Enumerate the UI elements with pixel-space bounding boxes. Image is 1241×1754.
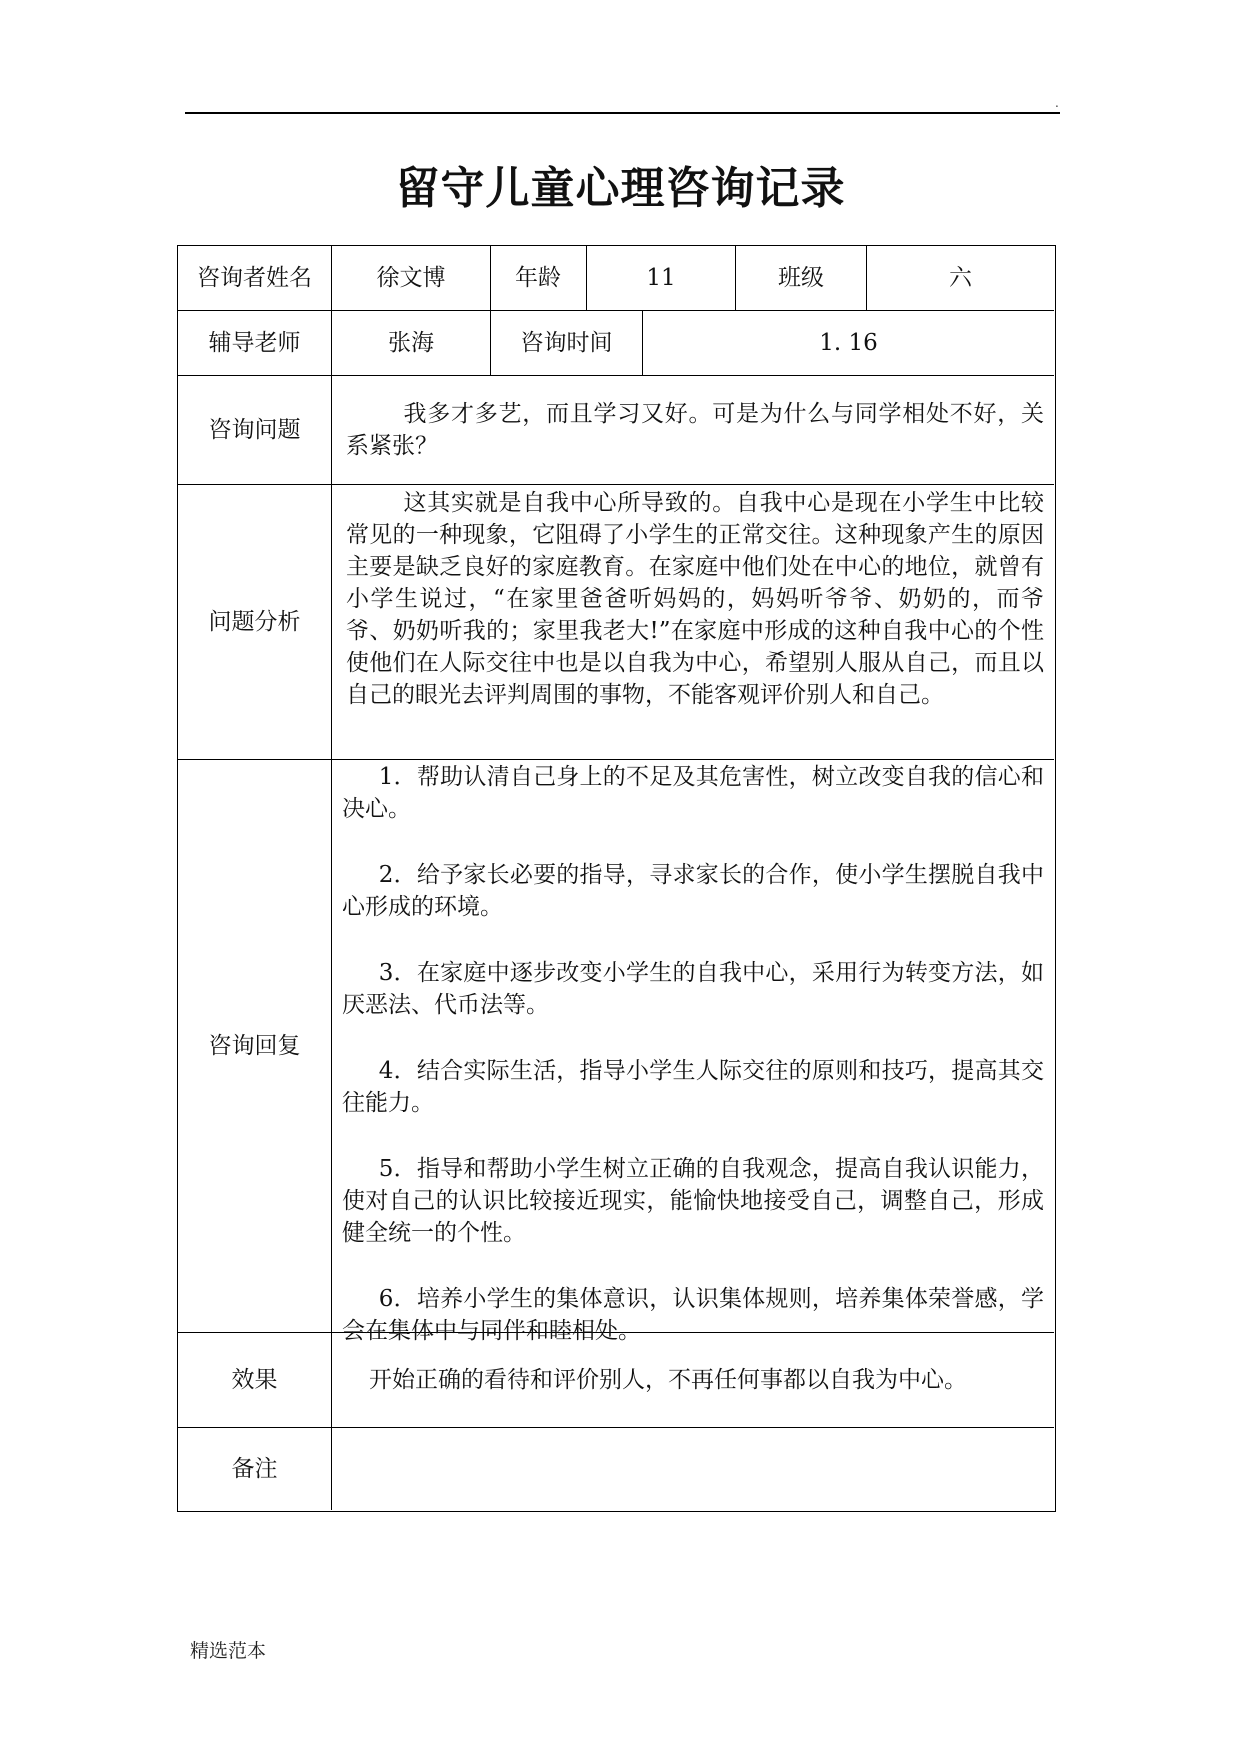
reply-item-1: 1．帮助认清自己身上的不足及其危害性，树立改变自我的信心和决心。 <box>342 764 1044 822</box>
record-table <box>177 245 1056 1512</box>
teacher-label: 辅导老师 <box>178 311 332 376</box>
teacher-value: 张海 <box>332 311 491 376</box>
header-rule <box>185 112 1060 114</box>
age-value: 11 <box>587 246 736 311</box>
reply-label: 咨询回复 <box>178 760 332 1333</box>
effect-label: 效果 <box>178 1333 332 1428</box>
remarks-label: 备注 <box>178 1428 332 1510</box>
analysis-label: 问题分析 <box>178 485 332 760</box>
problem-text: 我多才多艺，而且学习又好。可是为什么与同学相处不好，关系紧张？ <box>346 401 1044 459</box>
remarks-cell <box>332 1428 1054 1510</box>
reply-item-2: 2．给予家长必要的指导，寻求家长的合作，使小学生摆脱自我中心形成的环境。 <box>342 862 1044 920</box>
name-label: 咨询者姓名 <box>178 246 332 311</box>
effect-text: 开始正确的看待和评价别人，不再任何事都以自我为中心。 <box>369 1367 967 1393</box>
problem-label: 咨询问题 <box>178 376 332 485</box>
header-marker: . <box>1055 96 1059 110</box>
reply-item-3: 3．在家庭中逐步改变小学生的自我中心，采用行为转变方法，如厌恶法、代币法等。 <box>342 960 1044 1018</box>
time-value: 1. 16 <box>643 311 1054 376</box>
problem-cell <box>332 376 1054 485</box>
class-label: 班级 <box>736 246 867 311</box>
reply-item-4: 4．结合实际生活，指导小学生人际交往的原则和技巧，提高其交往能力。 <box>342 1058 1044 1116</box>
reply-item-6: 6．培养小学生的集体意识，认识集体规则，培养集体荣誉感，学会在集体中与同伴和睦相处。 <box>342 1286 1044 1344</box>
time-label: 咨询时间 <box>491 311 643 376</box>
analysis-text: 这其实就是自我中心所导致的。自我中心是现在小学生中比较常见的一种现象，它阻碍了小学生的正常交往。这种现象产生的原因主要是缺乏良好的家庭教育。在家庭中他们处在中心的地位，就曾有小学生说过，“在家里爸爸听妈妈的，妈妈听爷爷、奶奶的，而爷爷、奶奶听我的；家里我老大!”在家庭中形成的这种自我中心的个性使他们在人际交往中也是以自我为中心，希望别人服从自己，而且以自己的眼光去评判周围的事物，不能客观评价别人和自己。 <box>346 490 1044 708</box>
class-value: 六 <box>867 246 1054 311</box>
footer-label: 精选范本 <box>190 1640 267 1662</box>
analysis-cell <box>332 485 1054 760</box>
age-label: 年龄 <box>491 246 587 311</box>
effect-cell <box>332 1333 1054 1428</box>
reply-cell <box>332 760 1054 1344</box>
reply-item-5: 5．指导和帮助小学生树立正确的自我观念，提高自我认识能力，使对自己的认识比较接近现实，能愉快地接受自己，调整自己，形成健全统一的个性。 <box>342 1156 1044 1246</box>
document-title: 留守儿童心理咨询记录 <box>395 163 846 214</box>
name-value: 徐文博 <box>332 246 491 311</box>
